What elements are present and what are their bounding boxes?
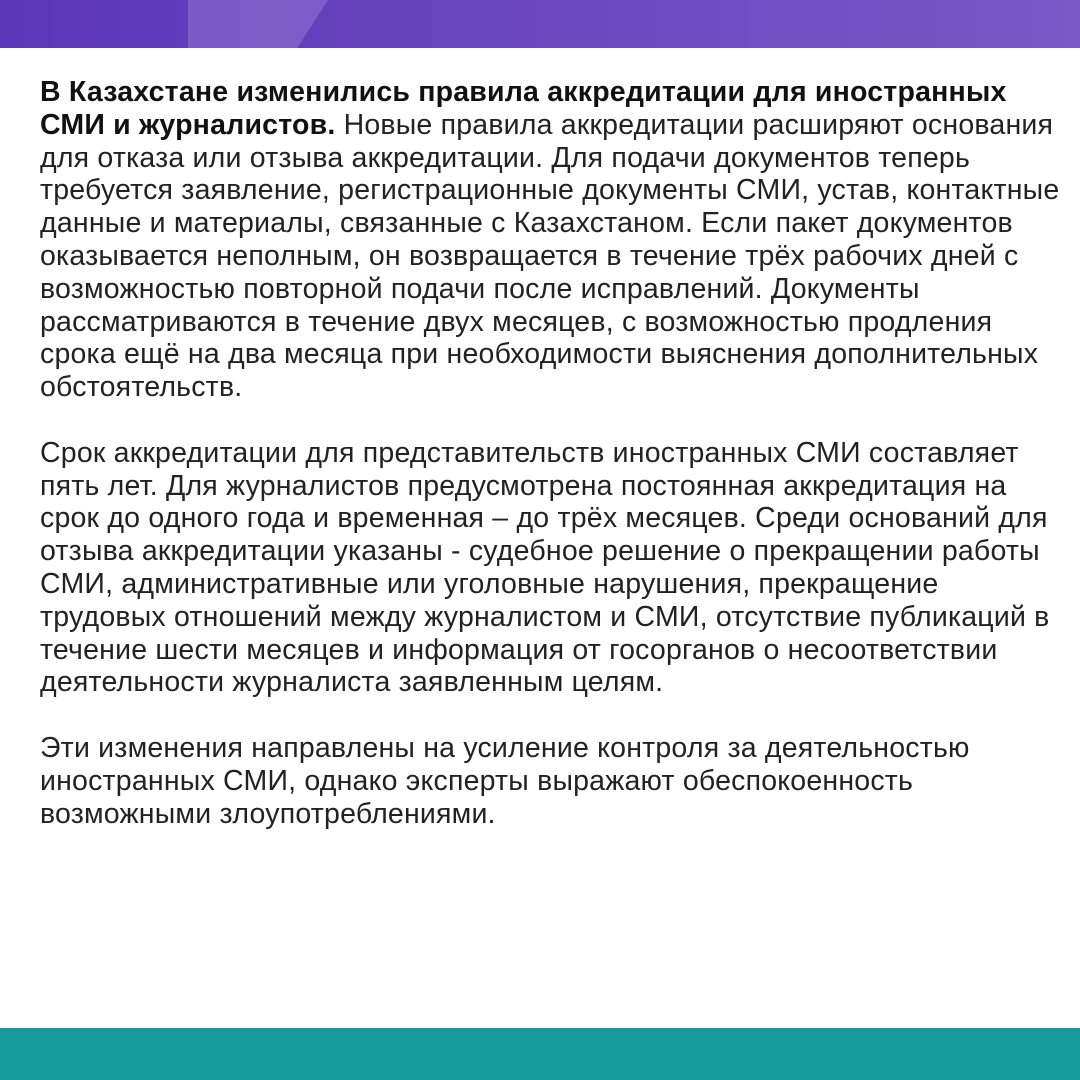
article-body [40,76,1060,830]
article-paragraph-1-text: Новые правила аккредитации расширяют основания для отказа или отзыва аккредитации. Для подачи документов теперь требуется заявление, регистрационные документы СМИ, устав, контактные данные и материалы, связанные с Казахстаном. Если пакет документов оказывается неполным, он возвращается в течение трёх рабочих дней с возможностью повторной подачи после исправлений. Документы рассматриваются в течение двух месяцев, с возможностью продления срока ещё на два месяца при необходимости выяснения дополнительных обстоятельств. [40,108,1060,404]
article-paragraph-3: Эти изменения направлены на усиление контроля за деятельностью иностранных СМИ, однако эксперты выражают обеспокоенность возможными злоупотреблениями. [40,731,970,830]
article-paragraph-1 [40,76,1060,404]
bottom-decorative-band [0,1028,1080,1080]
article-lead: В Казахстане изменились правила аккредитации для иностранных СМИ и журналистов. [40,76,1007,141]
top-decorative-band [0,0,1080,48]
article-paragraph-2: Срок аккредитации для представительств иностранных СМИ составляет пять лет. Для журналистов предусмотрена постоянная аккредитация на срок до одного года и временная – до трёх месяцев. Среди оснований для отзыва аккредитации указаны - судебное решение о прекращении работы СМИ, административные или уголовные нарушения, прекращение трудовых отношений между журналистом и СМИ, отсутствие публикаций в течение шести месяцев и информация от госорганов о несоответствии деятельности журналиста заявленным целям. [40,436,1050,699]
top-band-facet [188,0,328,48]
